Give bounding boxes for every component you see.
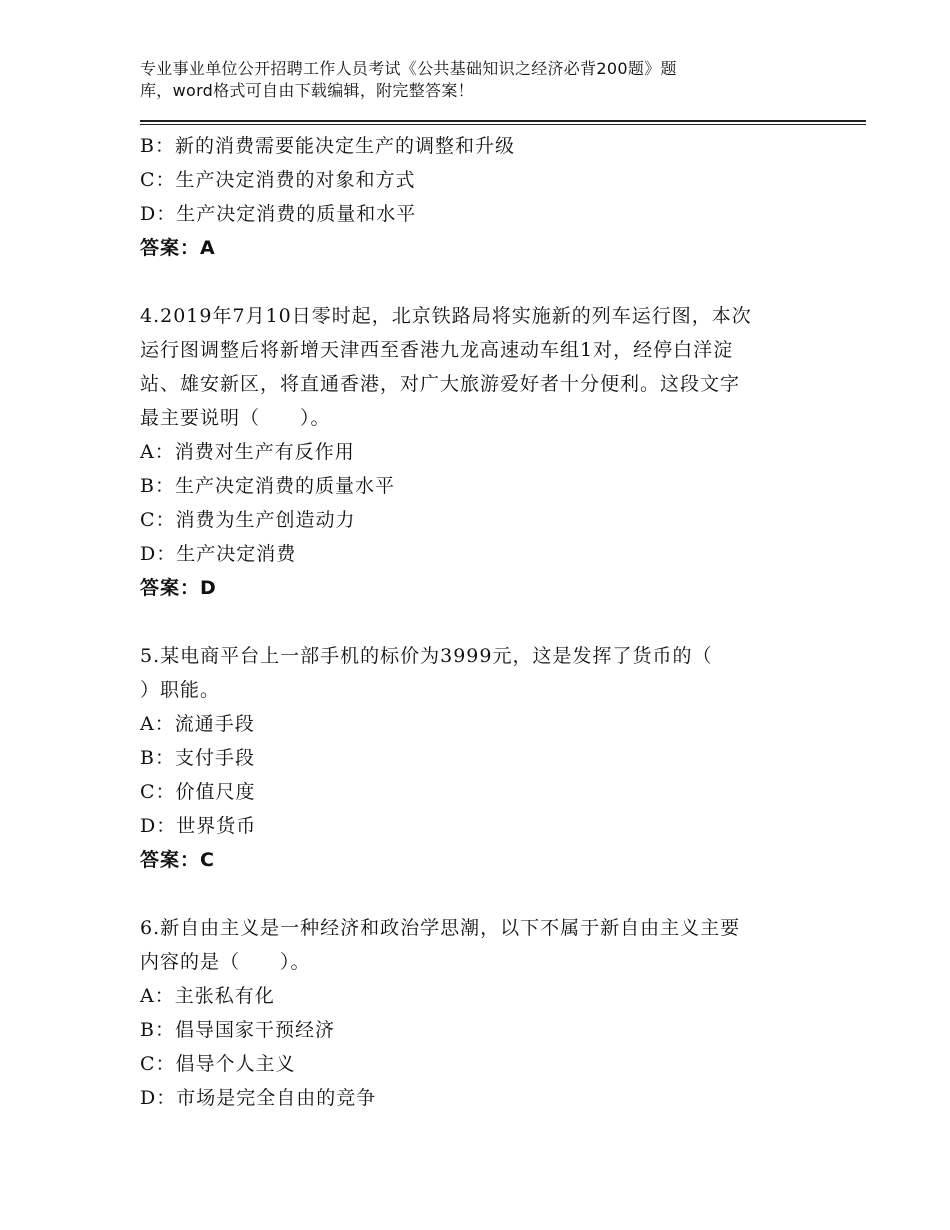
header-title-line-1: 专业事业单位公开招聘工作人员考试《公共基础知识之经济必背200题》题 bbox=[140, 59, 677, 78]
q4-option-d: D：生产决定消费 bbox=[140, 543, 297, 565]
q4-stem-line: 最主要说明（ ）。 bbox=[140, 407, 331, 429]
document-body bbox=[140, 129, 820, 1115]
q4-stem-line: 站、雄安新区，将直通香港，对广大旅游爱好者十分便利。这段文字 bbox=[140, 373, 741, 395]
q5-stem-line: ）职能。 bbox=[140, 679, 221, 701]
q5-option-b: B：支付手段 bbox=[140, 747, 255, 769]
q4-stem-line: 运行图调整后将新增天津西至香港九龙高速动车组1对，经停白洋淀 bbox=[140, 339, 734, 361]
q5-option-a: A：流通手段 bbox=[140, 713, 255, 735]
q4-answer: 答案：D bbox=[140, 577, 217, 599]
question-6 bbox=[140, 911, 820, 1115]
q6-option-a: A：主张私有化 bbox=[140, 985, 275, 1007]
q3-option-c: C：生产决定消费的对象和方式 bbox=[140, 169, 416, 191]
question-4 bbox=[140, 299, 820, 605]
q5-option-d: D：世界货币 bbox=[140, 815, 257, 837]
spacer bbox=[140, 265, 820, 299]
spacer bbox=[140, 605, 820, 639]
q4-option-b: B：生产决定消费的质量水平 bbox=[140, 475, 395, 497]
header-rule-thin bbox=[140, 124, 866, 125]
q6-stem-line: 内容的是（ ）。 bbox=[140, 951, 311, 973]
question-5 bbox=[140, 639, 820, 877]
spacer bbox=[140, 877, 820, 911]
q4-option-a: A：消费对生产有反作用 bbox=[140, 441, 355, 463]
header-title-line-2: 库，word格式可自由下载编辑，附完整答案！ bbox=[140, 81, 474, 100]
q3-option-d: D：生产决定消费的质量和水平 bbox=[140, 203, 417, 225]
q5-option-c: C：价值尺度 bbox=[140, 781, 256, 803]
q5-stem-line: 5.某电商平台上一部手机的标价为3999元，这是发挥了货币的（ bbox=[140, 645, 713, 667]
q4-option-c: C：消费为生产创造动力 bbox=[140, 509, 356, 531]
document-header bbox=[140, 58, 780, 102]
q6-stem-line: 6.新自由主义是一种经济和政治学思潮，以下不属于新自由主义主要 bbox=[140, 917, 741, 939]
q4-stem-line: 4.2019年7月10日零时起，北京铁路局将实施新的列车运行图，本次 bbox=[140, 305, 752, 327]
q6-option-b: B：倡导国家干预经济 bbox=[140, 1019, 335, 1041]
question-3 bbox=[140, 129, 820, 265]
header-rule-thick bbox=[140, 120, 866, 122]
q6-option-d: D：市场是完全自由的竞争 bbox=[140, 1087, 377, 1109]
q3-answer: 答案：A bbox=[140, 237, 216, 259]
q5-answer: 答案：C bbox=[140, 849, 215, 871]
q6-option-c: C：倡导个人主义 bbox=[140, 1053, 296, 1075]
q3-option-b: B：新的消费需要能决定生产的调整和升级 bbox=[140, 135, 515, 157]
